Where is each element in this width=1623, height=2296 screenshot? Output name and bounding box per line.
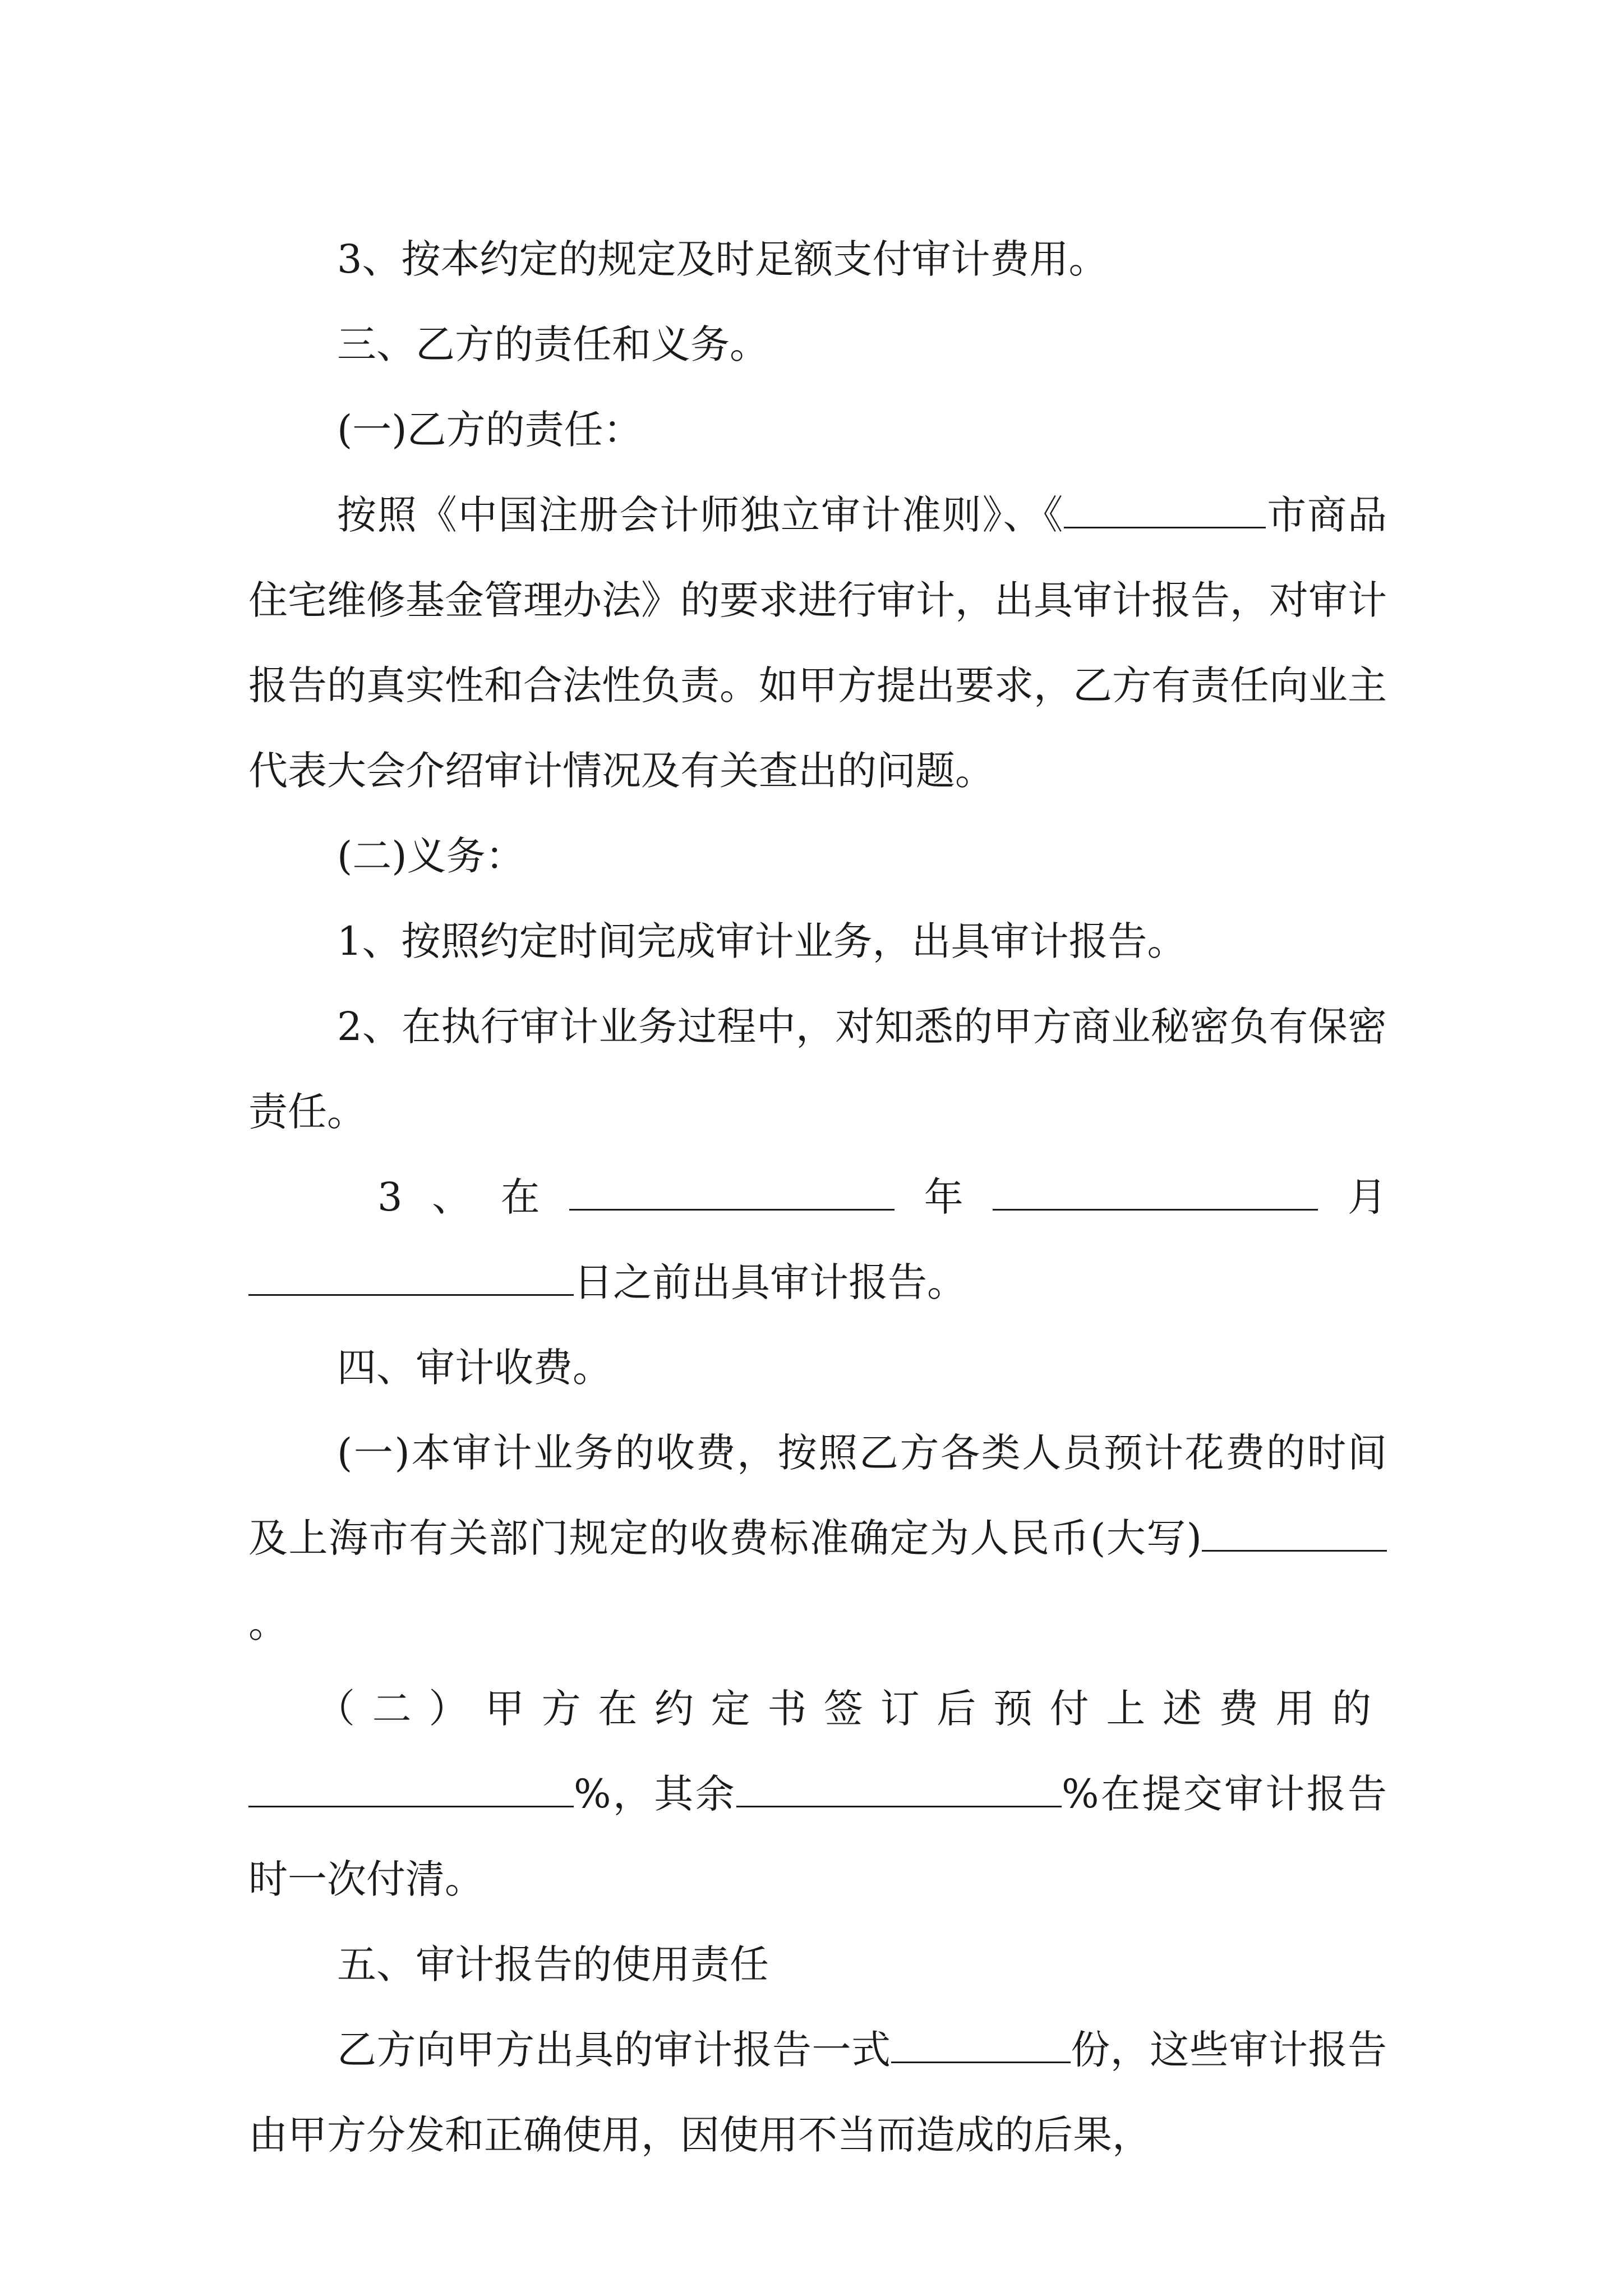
fee-payment-remaining: %，其余	[574, 1771, 736, 1817]
paragraph-responsibility	[248, 472, 1387, 813]
fee-amount-blank	[1202, 1515, 1387, 1552]
fee-amount-text: (一)本审计业务的收费，按照乙方各类人员预计花费的时间及上海市有关部门规定的收费标准确定为人民币(大写)	[248, 1430, 1387, 1561]
obligation-3-separator: 、	[432, 1174, 472, 1220]
city-blank	[1064, 492, 1266, 528]
obligation-3-date-row	[248, 1154, 1387, 1240]
obligation-3-at: 在	[500, 1174, 540, 1220]
prepay-percent-blank	[248, 1771, 574, 1807]
fee-payment-text: （二）甲方在约定书签订后预付上述费用的	[316, 1686, 1387, 1732]
paragraph-obligation-2: 2、在执行审计业务过程中，对知悉的甲方商业秘密负有保密责任。	[248, 1004, 1387, 1135]
obligation-3-day-line	[248, 1240, 1387, 1325]
subheading-responsibility: (一)乙方的责任：	[337, 407, 643, 453]
paragraph-payment-duty: 3、按本约定的规定及时足额支付审计费用。	[337, 236, 1108, 282]
day-blank	[248, 1259, 574, 1296]
section-heading-report-use: 五、审计报告的使用责任	[337, 1941, 769, 1987]
year-blank	[569, 1174, 895, 1211]
subheading-obligations: (二)义务：	[337, 833, 525, 879]
month-blank	[993, 1174, 1318, 1211]
fee-payment-end: %在提交审计报告时一次付清。	[248, 1771, 1387, 1902]
responsibility-text-start: 按照《中国注册会计师独立审计准则》、《	[337, 492, 1064, 538]
copies-blank	[891, 2027, 1071, 2063]
report-copies-rest: 份，这些审计报告由甲方分发和正确使用，因使用不当而造成的后果，	[248, 2027, 1387, 2158]
fee-amount-end: 。	[248, 1600, 288, 1646]
section-heading-party-b: 三、乙方的责任和义务。	[337, 321, 769, 367]
paragraph-obligation-1: 1、按照约定时间完成审计业务，出具审计报告。	[337, 918, 1187, 964]
obligation-3-number: 3	[377, 1174, 403, 1220]
report-copies-text: 乙方向甲方出具的审计报告一式	[337, 2027, 891, 2073]
remaining-percent-blank	[736, 1771, 1062, 1807]
obligation-3-end-text: 日之前出具审计报告。	[574, 1259, 966, 1305]
section-heading-fees: 四、审计收费。	[337, 1345, 612, 1391]
paragraph-report-copies	[248, 2007, 1387, 2178]
paragraph-fee-payment	[248, 1666, 1387, 1922]
responsibility-text-rest: 市商品住宅维修基金管理办法》的要求进行审计，出具审计报告，对审计报告的真实性和合法性负责。如甲方提出要求，乙方有责任向业主代表大会介绍审计情况及有关查出的问题。	[248, 492, 1387, 794]
obligation-3-year: 年	[924, 1174, 963, 1220]
document-body	[248, 217, 1387, 2178]
obligation-3-month: 月	[1347, 1174, 1387, 1220]
paragraph-fee-amount	[248, 1410, 1387, 1666]
